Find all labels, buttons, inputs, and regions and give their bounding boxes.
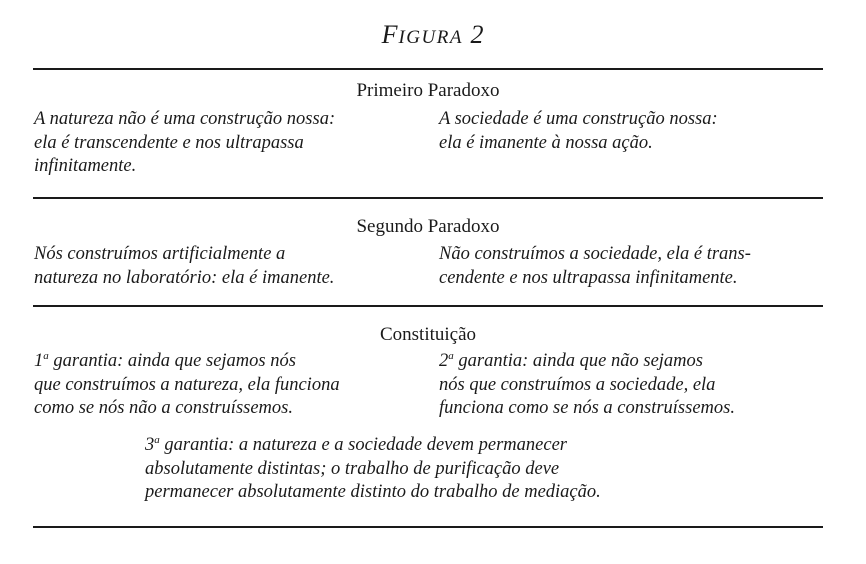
guarantee-3-ordinal: 3	[145, 435, 155, 455]
guarantee-3-text	[145, 434, 745, 505]
section-heading-constituicao: Constituição	[379, 324, 477, 345]
guarantee-2-ordinal: 2	[439, 351, 449, 371]
guarantee-3-body: garantia: a natureza e a sociedade devem permanecer absolutamente distintas; o trabalho de purificação deve permanecer absolutamente distinto do trabalho de mediação.	[145, 435, 601, 502]
figure-title	[0, 20, 866, 50]
divider-rule-1	[33, 197, 823, 199]
paradox2-society-text: Não construímos a sociedade, ela é trans- cendente e nos ultrapassa infinitamente.	[439, 244, 751, 288]
figure-title-rest: IGURA	[398, 27, 463, 48]
paradox1-nature-text: A natureza não é uma construção nossa: ela é transcendente e nos ultrapassa infinitamente.	[34, 109, 336, 176]
guarantee-1-ordinal-suffix: a	[43, 350, 49, 362]
guarantee-3-ordinal-suffix: a	[154, 434, 160, 446]
bottom-rule	[33, 526, 823, 528]
figure-title-initial: F	[381, 20, 399, 49]
divider-rule-2	[33, 305, 823, 307]
guarantee-2-body: garantia: ainda que não sejamos nós que construímos a sociedade, ela funciona como se nós a construíssemos.	[439, 351, 735, 418]
paradox1-society-text: A sociedade é uma construção nossa: ela é imanente à nossa ação.	[439, 109, 718, 153]
guarantee-2-ordinal-suffix: a	[448, 350, 454, 362]
section-heading-segundo-paradoxo: Segundo Paradoxo	[356, 216, 500, 237]
guarantee-1-ordinal: 1	[34, 351, 44, 371]
section-heading-primeiro-paradoxo: Primeiro Paradoxo	[356, 80, 500, 101]
guarantee-2-text	[439, 350, 829, 421]
guarantee-1-body: garantia: ainda que sejamos nós que construímos a natureza, ela funciona como se nós não a construíssemos.	[34, 351, 340, 418]
paradox2-nature-text: Nós construímos artificialmente a natureza no laboratório: ela é imanente.	[34, 244, 335, 288]
figure-number: 2	[470, 20, 485, 49]
guarantee-1-text	[34, 350, 434, 421]
top-rule	[33, 68, 823, 70]
